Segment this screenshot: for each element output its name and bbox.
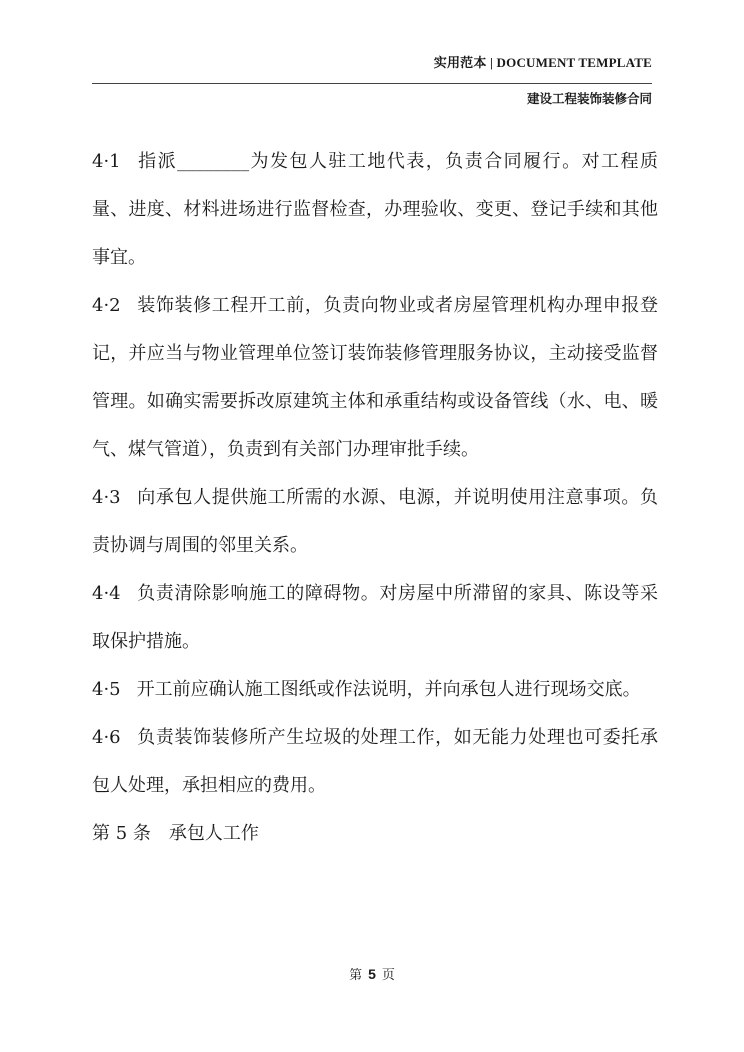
- page-footer: [0, 964, 744, 983]
- clause-number: 4·4: [92, 583, 121, 604]
- clause-number: 4·1: [92, 151, 121, 172]
- page-prefix: 第: [349, 968, 363, 983]
- clause-number: 4·2: [92, 295, 121, 316]
- document-body: [92, 138, 658, 858]
- clause-number: 4·6: [92, 727, 121, 748]
- page-suffix: 页: [381, 968, 395, 983]
- section-heading: [92, 810, 658, 858]
- header-document-template: 实用范本 | DOCUMENT TEMPLATE: [433, 55, 652, 70]
- clause-text: 装饰装修工程开工前，负责向物业或者房屋管理机构办理申报登记，并应当与物业管理单位签订装饰装修管理服务协议，主动接受监督管理。如确实需要拆改原建筑主体和承重结构或设备管线（水、电、暖气、煤气管道），负责到有关部门办理审批手续。: [92, 295, 658, 460]
- representative-blank: ________: [177, 151, 250, 172]
- clause-4-2: [92, 282, 658, 474]
- clause-number: 4·5: [92, 679, 121, 700]
- header-contract-title: 建设工程装饰装修合同: [526, 91, 652, 106]
- clause-4-6: [92, 714, 658, 810]
- clause-4-4: [92, 570, 658, 666]
- clause-text: 向承包人提供施工所需的水源、电源，并说明使用注意事项。负责协调与周围的邻里关系。: [92, 487, 658, 556]
- section-title: 承包人工作: [168, 823, 259, 844]
- clause-text: 开工前应确认施工图纸或作法说明，并向承包人进行现场交底。: [136, 679, 641, 700]
- section-number: 第 5 条: [92, 823, 151, 844]
- clause-4-1: [92, 138, 658, 282]
- clause-4-5: [92, 666, 658, 714]
- clause-text: 为发包人驻工地代表，负责合同履行。对工程质量、进度、材料进场进行监督检查，办理验收、变更、登记手续和其他事宜。: [92, 151, 658, 268]
- clause-text: 负责清除影响施工的障碍物。对房屋中所滞留的家具、陈设等采取保护措施。: [92, 583, 658, 652]
- header-divider: [92, 83, 652, 84]
- clause-number: 4·3: [92, 487, 121, 508]
- clause-text: 负责装饰装修所产生垃圾的处理工作，如无能力处理也可委托承包人处理，承担相应的费用。: [92, 727, 658, 796]
- page-number: 5: [368, 966, 376, 982]
- clause-text: 指派: [136, 151, 178, 172]
- clause-4-3: [92, 474, 658, 570]
